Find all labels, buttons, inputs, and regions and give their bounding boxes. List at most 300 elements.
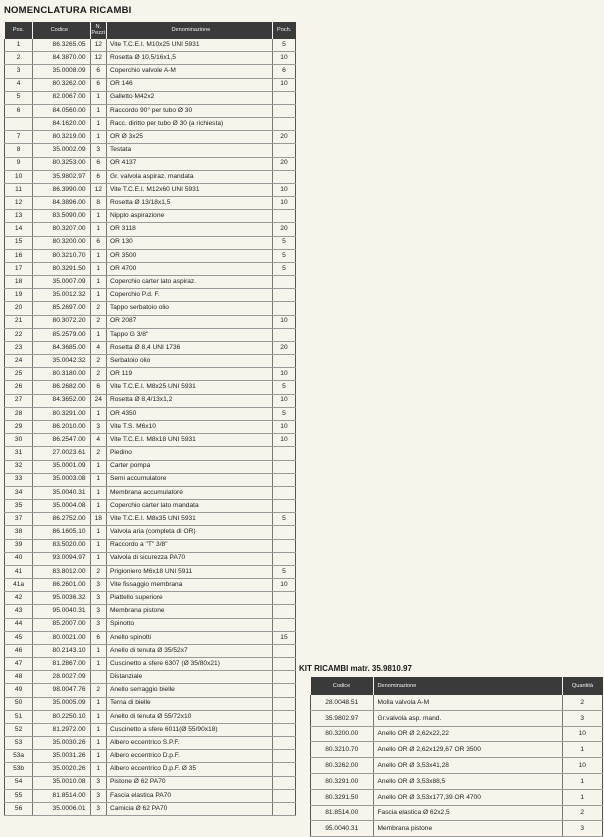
header-qty-line1: N.: [95, 23, 102, 30]
cell-desc: Membrana pistone: [106, 605, 272, 618]
table-row: [5, 500, 296, 513]
cell-pos: 26: [5, 381, 33, 394]
kit-cell-desc: Molla valvola A-M: [373, 695, 562, 710]
cell-qty: 12: [90, 52, 106, 65]
cell-desc: Rosetta Ø 10,5/16x1,5: [106, 52, 272, 65]
cell-code: 83.5020.00: [33, 539, 90, 552]
cell-qty: [90, 671, 106, 684]
cell-code: 95.0040.31: [33, 605, 90, 618]
cell-qty: 1: [90, 407, 106, 420]
table-row: [5, 170, 296, 183]
table-row: [5, 236, 296, 249]
cell-pos: 33: [5, 473, 33, 486]
cell-qty: 1: [90, 486, 106, 499]
cell-pos: [5, 118, 33, 131]
kit-row: [311, 789, 603, 805]
cell-code: 80.3200.00: [33, 236, 90, 249]
cell-qty: 3: [90, 789, 106, 802]
kit-header-code: Codice: [311, 677, 374, 695]
cell-pos: 18: [5, 276, 33, 289]
cell-desc: Vite T.C.E.I. M10x25 UNI 5931: [106, 39, 272, 52]
cell-pack: 10: [272, 434, 295, 447]
cell-code: 80.3210.70: [33, 249, 90, 262]
cell-desc: Pistone Ø 62 PA70: [106, 776, 272, 789]
cell-qty: 1: [90, 737, 106, 750]
cell-code: 80.3219.00: [33, 131, 90, 144]
table-row: [5, 262, 296, 275]
cell-desc: OR 4700: [106, 262, 272, 275]
header-desc: Denominazione: [106, 22, 272, 39]
cell-qty: 1: [90, 91, 106, 104]
table-row: [5, 447, 296, 460]
cell-qty: 12: [90, 39, 106, 52]
cell-pack: 5: [272, 513, 295, 526]
cell-pos: 22: [5, 328, 33, 341]
cell-pack: [272, 118, 295, 131]
table-row: [5, 157, 296, 170]
cell-desc: Anello serraggio bielle: [106, 684, 272, 697]
table-row: [5, 737, 296, 750]
cell-desc: Rosetta Ø 8,4/13x1,2: [106, 394, 272, 407]
cell-qty: 2: [90, 355, 106, 368]
cell-pos: 40: [5, 552, 33, 565]
cell-pack: 20: [272, 157, 295, 170]
cell-code: 86.2547.00: [33, 434, 90, 447]
cell-pos: 38: [5, 526, 33, 539]
cell-pack: [272, 170, 295, 183]
cell-pack: 10: [272, 368, 295, 381]
kit-cell-qty: 10: [562, 758, 603, 774]
cell-desc: Testata: [106, 144, 272, 157]
cell-desc: Anello di tenuta Ø 35/52x7: [106, 644, 272, 657]
cell-pack: 15: [272, 631, 295, 644]
table-row: [5, 249, 296, 262]
cell-desc: Vite T.C.E.I. M8x25 UNI 5931: [106, 381, 272, 394]
kit-row: [311, 758, 603, 774]
cell-desc: Nipplo aspirazione: [106, 210, 272, 223]
kit-header-desc: Denominazione: [373, 677, 562, 695]
cell-qty: 2: [90, 447, 106, 460]
cell-qty: 1: [90, 552, 106, 565]
cell-desc: Coperchio carter lato aspiraz.: [106, 276, 272, 289]
cell-desc: Gr. valvola aspiraz. mandata: [106, 170, 272, 183]
cell-pack: 10: [272, 197, 295, 210]
kit-cell-code: 80.3262.00: [311, 758, 374, 774]
cell-code: 35.0005.09: [33, 697, 90, 710]
cell-pack: 5: [272, 39, 295, 52]
cell-qty: 24: [90, 394, 106, 407]
table-row: [5, 78, 296, 91]
cell-pack: [272, 776, 295, 789]
kit-cell-desc: Anello OR Ø 3,53x177,39 OR 4700: [373, 789, 562, 805]
cell-qty: 1: [90, 750, 106, 763]
header-pos: Pos.: [5, 22, 33, 39]
cell-code: 28.0027.09: [33, 671, 90, 684]
table-row: [5, 368, 296, 381]
cell-code: 35.0006.01: [33, 802, 90, 815]
table-row: [5, 697, 296, 710]
cell-qty: 18: [90, 513, 106, 526]
cell-code: 85.2007.00: [33, 618, 90, 631]
cell-pos: 11: [5, 183, 33, 196]
cell-pack: 20: [272, 131, 295, 144]
cell-pos: 45: [5, 631, 33, 644]
kit-cell-code: 80.3291.50: [311, 789, 374, 805]
cell-pos: 46: [5, 644, 33, 657]
table-row: [5, 618, 296, 631]
table-row: [5, 513, 296, 526]
cell-qty: 6: [90, 631, 106, 644]
cell-qty: 6: [90, 170, 106, 183]
kit-cell-qty: 2: [562, 695, 603, 710]
cell-desc: OR 4137: [106, 157, 272, 170]
kit-cell-qty: 3: [562, 821, 603, 837]
cell-qty: 3: [90, 776, 106, 789]
cell-pos: 1: [5, 39, 33, 52]
cell-pos: 20: [5, 302, 33, 315]
cell-qty: 2: [90, 315, 106, 328]
cell-pack: 5: [272, 249, 295, 262]
cell-pack: 10: [272, 52, 295, 65]
cell-desc: Valvola di sicurezza PA70: [106, 552, 272, 565]
cell-code: 80.2250.10: [33, 710, 90, 723]
cell-pack: 10: [272, 394, 295, 407]
cell-pack: [272, 723, 295, 736]
cell-desc: Cuscinetto a sfere 6307 (Ø 35/80x21): [106, 658, 272, 671]
cell-pos: 28: [5, 407, 33, 420]
cell-code: 85.2579.00: [33, 328, 90, 341]
cell-pos: 42: [5, 592, 33, 605]
table-row: [5, 605, 296, 618]
cell-qty: 2: [90, 565, 106, 578]
cell-pos: 35: [5, 500, 33, 513]
cell-code: 95.0036.32: [33, 592, 90, 605]
cell-desc: Membrana accumulatore: [106, 486, 272, 499]
table-row: [5, 118, 296, 131]
kit-cell-desc: Anello OR Ø 3,53x41,28: [373, 758, 562, 774]
cell-pack: [272, 552, 295, 565]
parts-header-row: [5, 22, 296, 39]
kit-title: KIT RICAMBI matr. 35.9810.97: [299, 664, 412, 673]
cell-pack: [272, 91, 295, 104]
cell-pos: 2: [5, 52, 33, 65]
cell-code: 86.2601.00: [33, 579, 90, 592]
table-row: [5, 684, 296, 697]
cell-pos: 47: [5, 658, 33, 671]
kit-cell-desc: Gr.valvola asp. mand.: [373, 710, 562, 726]
cell-pack: [272, 539, 295, 552]
kit-row: [311, 710, 603, 726]
cell-pos: 53: [5, 737, 33, 750]
table-row: [5, 526, 296, 539]
cell-pos: 55: [5, 789, 33, 802]
cell-pack: [272, 750, 295, 763]
table-row: [5, 183, 296, 196]
table-row: [5, 197, 296, 210]
table-row: [5, 144, 296, 157]
cell-desc: OR 3500: [106, 249, 272, 262]
cell-desc: Vite T.C.E.I. M8x35 UNI 5931: [106, 513, 272, 526]
cell-code: 81.2867.00: [33, 658, 90, 671]
table-row: [5, 131, 296, 144]
cell-desc: Cuscinetto a sfere 6011(Ø 55/90x18): [106, 723, 272, 736]
cell-pack: [272, 644, 295, 657]
cell-code: 86.2752.00: [33, 513, 90, 526]
cell-desc: Raccordo 90° per tubo Ø 30: [106, 104, 272, 117]
cell-qty: 3: [90, 579, 106, 592]
kit-cell-qty: 1: [562, 742, 603, 758]
cell-pos: 41: [5, 565, 33, 578]
cell-pos: 24: [5, 355, 33, 368]
cell-pos: 53a: [5, 750, 33, 763]
table-row: [5, 328, 296, 341]
cell-pos: 8: [5, 144, 33, 157]
cell-desc: OR 3118: [106, 223, 272, 236]
cell-qty: 6: [90, 78, 106, 91]
cell-pack: 20: [272, 223, 295, 236]
cell-qty: 6: [90, 236, 106, 249]
table-row: [5, 750, 296, 763]
table-row: [5, 552, 296, 565]
cell-pack: 5: [272, 236, 295, 249]
cell-qty: 1: [90, 697, 106, 710]
cell-code: 83.8012.00: [33, 565, 90, 578]
cell-code: 80.3207.00: [33, 223, 90, 236]
cell-pack: [272, 289, 295, 302]
cell-code: 84.3652.00: [33, 394, 90, 407]
cell-code: 86.3990.00: [33, 183, 90, 196]
cell-pos: 31: [5, 447, 33, 460]
cell-pos: 48: [5, 671, 33, 684]
kit-cell-code: 28.0048.51: [311, 695, 374, 710]
cell-pos: 15: [5, 236, 33, 249]
cell-desc: Piattello superiore: [106, 592, 272, 605]
cell-pack: [272, 447, 295, 460]
kit-cell-desc: Anello OR Ø 3,53x88,5: [373, 773, 562, 789]
kit-cell-code: 35.9802.97: [311, 710, 374, 726]
cell-code: 84.1620.00: [33, 118, 90, 131]
cell-pack: 10: [272, 420, 295, 433]
table-row: [5, 592, 296, 605]
cell-qty: 1: [90, 723, 106, 736]
cell-desc: OR 2087: [106, 315, 272, 328]
kit-cell-code: 95.0040.31: [311, 821, 374, 837]
cell-qty: 1: [90, 210, 106, 223]
table-row: [5, 65, 296, 78]
cell-code: 86.1605.10: [33, 526, 90, 539]
cell-pack: [272, 763, 295, 776]
table-row: [5, 302, 296, 315]
cell-qty: 3: [90, 420, 106, 433]
cell-code: 93.0094.97: [33, 552, 90, 565]
cell-code: 80.3253.00: [33, 157, 90, 170]
kit-cell-desc: Anello OR Ø 2,62x22,22: [373, 726, 562, 742]
kit-cell-code: 81.8514.00: [311, 805, 374, 821]
cell-pos: 53b: [5, 763, 33, 776]
kit-cell-qty: 3: [562, 710, 603, 726]
cell-pos: 56: [5, 802, 33, 815]
kit-cell-desc: Fascia elastica Ø 62x2,5: [373, 805, 562, 821]
cell-pos: 27: [5, 394, 33, 407]
table-row: [5, 39, 296, 52]
cell-pack: 10: [272, 315, 295, 328]
cell-qty: 6: [90, 381, 106, 394]
cell-qty: 12: [90, 183, 106, 196]
cell-pack: [272, 802, 295, 815]
cell-desc: OR 4350: [106, 407, 272, 420]
table-row: [5, 579, 296, 592]
table-row: [5, 420, 296, 433]
cell-qty: 1: [90, 539, 106, 552]
cell-qty: 1: [90, 131, 106, 144]
cell-pack: [272, 605, 295, 618]
cell-desc: Raccordo a "T" 3/8": [106, 539, 272, 552]
cell-pos: 7: [5, 131, 33, 144]
kit-cell-desc: Membrana pistone: [373, 821, 562, 837]
cell-pos: 4: [5, 78, 33, 91]
cell-pos: 39: [5, 539, 33, 552]
cell-desc: Rosetta Ø 8,4 UNI 1736: [106, 341, 272, 354]
cell-pack: [272, 671, 295, 684]
kit-row: [311, 805, 603, 821]
cell-pack: [272, 684, 295, 697]
cell-code: 85.2697.00: [33, 302, 90, 315]
cell-pack: [272, 710, 295, 723]
cell-pack: [272, 144, 295, 157]
cell-code: 35.0020.26: [33, 763, 90, 776]
cell-code: 35.0003.08: [33, 473, 90, 486]
table-row: [5, 460, 296, 473]
cell-pack: 6: [272, 65, 295, 78]
table-row: [5, 355, 296, 368]
cell-pack: [272, 328, 295, 341]
cell-code: 27.0023.61: [33, 447, 90, 460]
table-row: [5, 486, 296, 499]
cell-pack: [272, 104, 295, 117]
cell-pos: 44: [5, 618, 33, 631]
table-row: [5, 473, 296, 486]
cell-desc: Fascia elastica PA70: [106, 789, 272, 802]
table-row: [5, 644, 296, 657]
header-qty-line2: Pezzi: [91, 29, 106, 36]
parts-list-table: [4, 22, 296, 816]
cell-pack: [272, 276, 295, 289]
kit-row: [311, 821, 603, 837]
cell-desc: Valvola aria (completa di OR): [106, 526, 272, 539]
cell-pos: 54: [5, 776, 33, 789]
cell-qty: 1: [90, 289, 106, 302]
cell-qty: 1: [90, 526, 106, 539]
table-row: [5, 631, 296, 644]
cell-pos: 51: [5, 710, 33, 723]
cell-code: 86.2682.00: [33, 381, 90, 394]
cell-qty: 6: [90, 157, 106, 170]
cell-desc: Semi accumulatore: [106, 473, 272, 486]
cell-pack: 10: [272, 183, 295, 196]
cell-qty: 1: [90, 460, 106, 473]
cell-pos: 12: [5, 197, 33, 210]
cell-qty: 1: [90, 710, 106, 723]
cell-desc: Tappo serbatoio olio: [106, 302, 272, 315]
cell-pos: 29: [5, 420, 33, 433]
cell-pos: 21: [5, 315, 33, 328]
cell-pack: 5: [272, 262, 295, 275]
table-row: [5, 210, 296, 223]
table-row: [5, 315, 296, 328]
cell-pos: 19: [5, 289, 33, 302]
cell-code: 84.3685.00: [33, 341, 90, 354]
cell-pos: 50: [5, 697, 33, 710]
cell-code: 80.3291.00: [33, 407, 90, 420]
cell-desc: Galletto M42x2: [106, 91, 272, 104]
table-row: [5, 539, 296, 552]
cell-qty: 1: [90, 118, 106, 131]
cell-code: 81.8514.00: [33, 789, 90, 802]
table-row: [5, 789, 296, 802]
cell-qty: 8: [90, 197, 106, 210]
cell-desc: Carter pompa: [106, 460, 272, 473]
cell-desc: Albero eccentrico D.p.F. Ø 35: [106, 763, 272, 776]
cell-pos: 9: [5, 157, 33, 170]
cell-qty: 3: [90, 618, 106, 631]
cell-desc: Anello spinotti: [106, 631, 272, 644]
header-qty: [90, 22, 106, 39]
cell-pack: 5: [272, 565, 295, 578]
kit-cell-code: 80.3210.70: [311, 742, 374, 758]
table-row: [5, 104, 296, 117]
kit-cell-desc: Anello OR Ø 2,62x129,67 OR 3500: [373, 742, 562, 758]
table-row: [5, 434, 296, 447]
kit-cell-code: 80.3291.00: [311, 773, 374, 789]
cell-pack: 10: [272, 579, 295, 592]
cell-pos: 13: [5, 210, 33, 223]
kit-cell-qty: 10: [562, 726, 603, 742]
cell-desc: Serbatoio olio: [106, 355, 272, 368]
cell-pos: 49: [5, 684, 33, 697]
cell-pack: 5: [272, 407, 295, 420]
cell-code: 81.2972.00: [33, 723, 90, 736]
cell-qty: 3: [90, 592, 106, 605]
cell-desc: Prigioniero M6x18 UNI 5911: [106, 565, 272, 578]
cell-pos: 25: [5, 368, 33, 381]
table-row: [5, 802, 296, 815]
kit-cell-code: 80.3200.00: [311, 726, 374, 742]
cell-pack: [272, 737, 295, 750]
table-row: [5, 565, 296, 578]
cell-desc: Coperchio P.d. F.: [106, 289, 272, 302]
cell-desc: Distanziale: [106, 671, 272, 684]
cell-pos: 5: [5, 91, 33, 104]
cell-desc: Coperchio carter lato mandata: [106, 500, 272, 513]
cell-code: 35.0004.08: [33, 500, 90, 513]
cell-qty: 1: [90, 249, 106, 262]
page-title: NOMENCLATURA RICAMBI: [4, 5, 132, 16]
cell-code: 80.2143.10: [33, 644, 90, 657]
cell-qty: 3: [90, 144, 106, 157]
table-row: [5, 91, 296, 104]
table-row: [5, 763, 296, 776]
cell-qty: 1: [90, 500, 106, 513]
table-row: [5, 776, 296, 789]
cell-desc: Coperchio valvole A-M: [106, 65, 272, 78]
cell-code: 80.0021.00: [33, 631, 90, 644]
cell-pack: [272, 789, 295, 802]
cell-desc: Racc. diritto per tubo Ø 30 (a richiesta): [106, 118, 272, 131]
cell-desc: Rosetta Ø 13/18x1,5: [106, 197, 272, 210]
table-row: [5, 52, 296, 65]
cell-qty: 4: [90, 341, 106, 354]
table-row: [5, 223, 296, 236]
